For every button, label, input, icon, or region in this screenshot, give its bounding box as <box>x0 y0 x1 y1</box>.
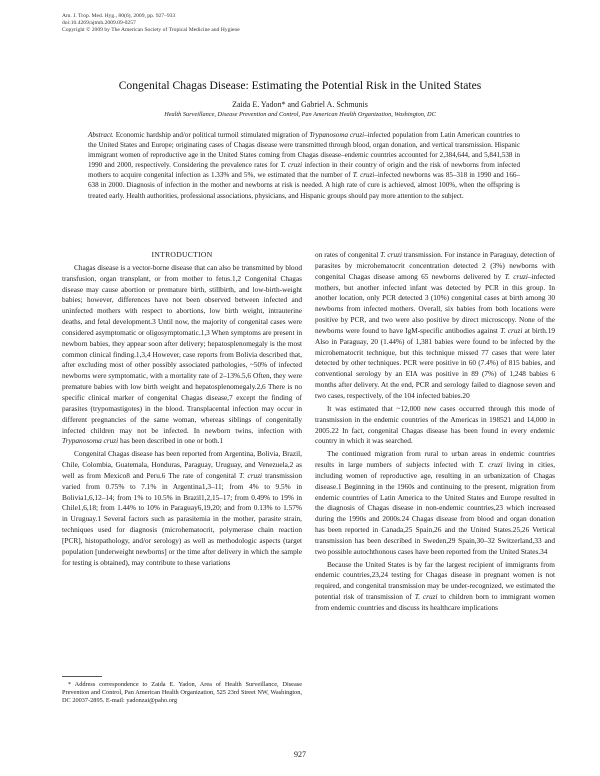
species-name: T. cruzi <box>239 470 263 480</box>
paragraph: It was estimated that ~12,000 new cases occurred through this mode of transmission in the endemic countries of the Americas in 198521 and 14,000 in 2005.22 In fact, congenital Chagas disease has been found in every endemic country in which it was searched. <box>315 403 555 446</box>
right-column <box>315 250 555 616</box>
abstract-species: T. cruzi <box>352 171 375 180</box>
paragraph-text: –infected mothers, but another infected infant was detected by PCR in this group. In another location, only PCR detected 3 (10%) congenital cases at birth among 30 newborns from infected mothers. Overall, six babies from both locations were positive by PCR, and two were also positive by direct microscopy. None of the newborns were found to have IgM-specific antibodies against <box>315 271 555 335</box>
paragraph <box>315 449 555 557</box>
paragraph <box>62 449 302 568</box>
affiliation: Health Surveillance, Disease Prevention and Control, Pan American Health Organization, Washington, DC <box>164 111 436 118</box>
abstract-text: –infected newborns was 85–318 in 1990 and 166–638 in 2000. Diagnosis of infection in the mother and newborns at risk is needed. A high rate of cure is achieved, almost 100%, when the offspring is treated early. Health authorities, professional associations, physicians, and Hispanic groups should pay more attention to the subject. <box>88 171 520 200</box>
abstract-species: Trypanosoma cruzi <box>309 131 365 139</box>
species-name: T. cruzi <box>380 250 402 259</box>
paragraph <box>315 560 555 614</box>
abstract-text: Economic hardship and/or political turmoil stimulated migration of <box>115 131 308 139</box>
paragraph-text: on rates of congenital <box>315 250 379 259</box>
species-name: T. cruzi <box>500 325 523 335</box>
section-heading: INTRODUCTION <box>151 250 213 259</box>
paragraph-text: Chagas disease is a vector-borne disease that can also be transmitted by blood transfusion, organ transplant, or from mother to fetus.1,2 Congenital Chagas disease may cause abortion or premature birth, stillbirth, and low-birth-weight babies; however, differences have not been observed between infected and uninfected mothers with respect to abortions, low birth weight, intrauterine deaths, and fetal development.3 Until now, the majority of congenital cases were considered asymptomatic or oligosymptomatic.1,3 When symptoms are present in newborn babies, they appear soon after delivery; hepatosplenomegaly is the most common clinical finding.1,3,4 However, case reports from Bolivia described that, after excluding most of other possibly associated pathologies, ~50% of infected newborns were symptomatic, with a mortality rate of 2–13%.5,6 Often, they were premature babies with low birth weight and hepatosplenomegaly.2,6 There is no specific clinical marker of congenital Chagas disease,7 except the finding of parasites (trypomastigotes) in the blood. Transplacental infection may occur in different pregnancies of the same woman, whereas siblings of congenitally infected children may not be infected. In newborn twins, infection with <box>62 262 302 435</box>
paragraph-text: Congenital Chagas disease has been reported from Argentina, Bolivia, Brazil, Chile, Colombia, Guatemala, Honduras, Paraguay, Uruguay, and Venezuela,2 as well as from Mexico8 and Peru.6 The rate of congenital <box>62 449 302 480</box>
paragraph-text: The continued migration from rural to urban areas in endemic countries results in large numbers of subjects infected with <box>315 449 555 470</box>
paragraph-text: Because the United States is by far the largest recipient of immigrants from endemic countries,23,24 testing for Chagas disease in pregnant women is not required, and congenital transmission may be under-recognized, we estimated the potential risk of transmission of <box>315 559 555 602</box>
paragraph-text: to children born to immigrant women from endemic countries and discuss its healthcare implications <box>315 592 556 612</box>
abstract <box>88 130 520 201</box>
journal-citation: Am. J. Trop. Med. Hyg., 80(6), 2009, pp. 927–933 <box>62 13 176 19</box>
paragraph-text: living in cities, including women of reproductive age, resulting in an urbanization of Chagas disease.1 Beginning in the 1960s and continuing to the present, migration from endemic countries of Latin America to the United States and Europe resulted in the diagnosis of Chagas disease in non-endemic countries,23 which increased during the 1990s and 2000s.24 Chagas disease from blood and organ donation has been reported in Canada,25 Spain,26 and the United States.25,26 Vertical transmission has been described in Sweden,29 Spain,30–32 Switzerland,33 and two possible autochthonous cases have been reported from the United States.34 <box>315 460 556 556</box>
abstract-text: infection in their country of origin and the risk of newborns from infected mothers to acquire congenital infection as 1.33% and 5%, we estimated that the number of <box>88 161 520 180</box>
footnote <box>62 681 302 705</box>
paragraph-text: has been described in one or both.1 <box>119 436 224 446</box>
species-name: Trypanosoma cruzi <box>62 436 119 446</box>
article-title: Congenital Chagas Disease: Estimating the Potential Risk in the United States <box>118 79 482 92</box>
footnote-divider <box>62 676 102 677</box>
copyright: Copyright © 2009 by The American Society of Tropical Medicine and Hygiene <box>62 27 240 33</box>
abstract-species: T. cruzi <box>280 161 303 170</box>
doi: doi:10.4269/ajtmh.2009.09-0257 <box>62 20 136 26</box>
paragraph <box>62 263 302 447</box>
abstract-text: –infected population from Latin American countries to the United States and Europe; originating cases of Chagas disease were transmitted through blood, organ donation, and vertical transmission. Hispanic immigrant women of reproductive age in the United States coming from Chagas disease–endemic countries accounted for 2,384,644, and 5,841,538 in 1990 and 2000, respectively. Considering the prevalence rates for <box>88 131 521 170</box>
journal-header <box>62 13 240 34</box>
paragraph-text: at birth.19 Also in Paraguay, 20 (1.44%) of 1,381 babies were found to be infected by the microhematocrit technique, but this technique missed 77 cases that were later detected by other techniques. PCR were positive in 60 (7.4%) of 815 babies, and conventional serology by an EIA was positive in 89 (7%) of 1,248 babies 6 months after delivery. At the end, PCR and serology failed to diagnose seven and two cases, respectively, of the 104 infected babies.20 <box>315 325 556 400</box>
left-column <box>62 250 302 570</box>
species-name: T. cruzi <box>414 592 438 602</box>
paragraph-text: transmission. For instance in Paraguay, detection of parasites by microhematocrit concentration detected 2 (3%) newborns with congenital Chagas disease among 65 newborns delivered by <box>315 250 556 281</box>
page-number: 927 <box>294 750 306 759</box>
author-list: Zaida E. Yadon* and Gabriel A. Schmunis <box>232 100 368 109</box>
paragraph-text: transmission varied from 0.75% to 7.1% in Argentina1,3–11; from 4% to 9.5% in Bolivia1,6,12–14; from 1% to 10.5% in Brazil1,2,15–17; from 0.49% to 19% in Chile1,6,18; from 1.44% to 10% in Paraguay6,19,20; and from 0.13% to 1.57% in Uruguay.1 Several factors such as parasitemia in the mother, parasite strain, techniques used for diagnosis (microhematocrit, polymerase chain reaction [PCR], histopathology, and/or serology) as well as methodologic aspects (target population [underweight newborns] or the time after delivery in which the sample for testing is obtained), may contribute to these variations <box>62 470 303 567</box>
paragraph <box>315 250 555 402</box>
species-name: T. cruzi <box>478 460 503 470</box>
abstract-label: Abstract. <box>88 131 114 139</box>
correspondence-note: * Address correspondence to Zaida E. Yadon, Area of Health Surveillance, Disease Prevention and Control, Pan American Health Organization, 525 23rd Street NW, Washington, DC 20037-2895. E-mail: yadonzai@paho.org <box>62 681 302 705</box>
species-name: T. cruzi <box>504 271 528 281</box>
